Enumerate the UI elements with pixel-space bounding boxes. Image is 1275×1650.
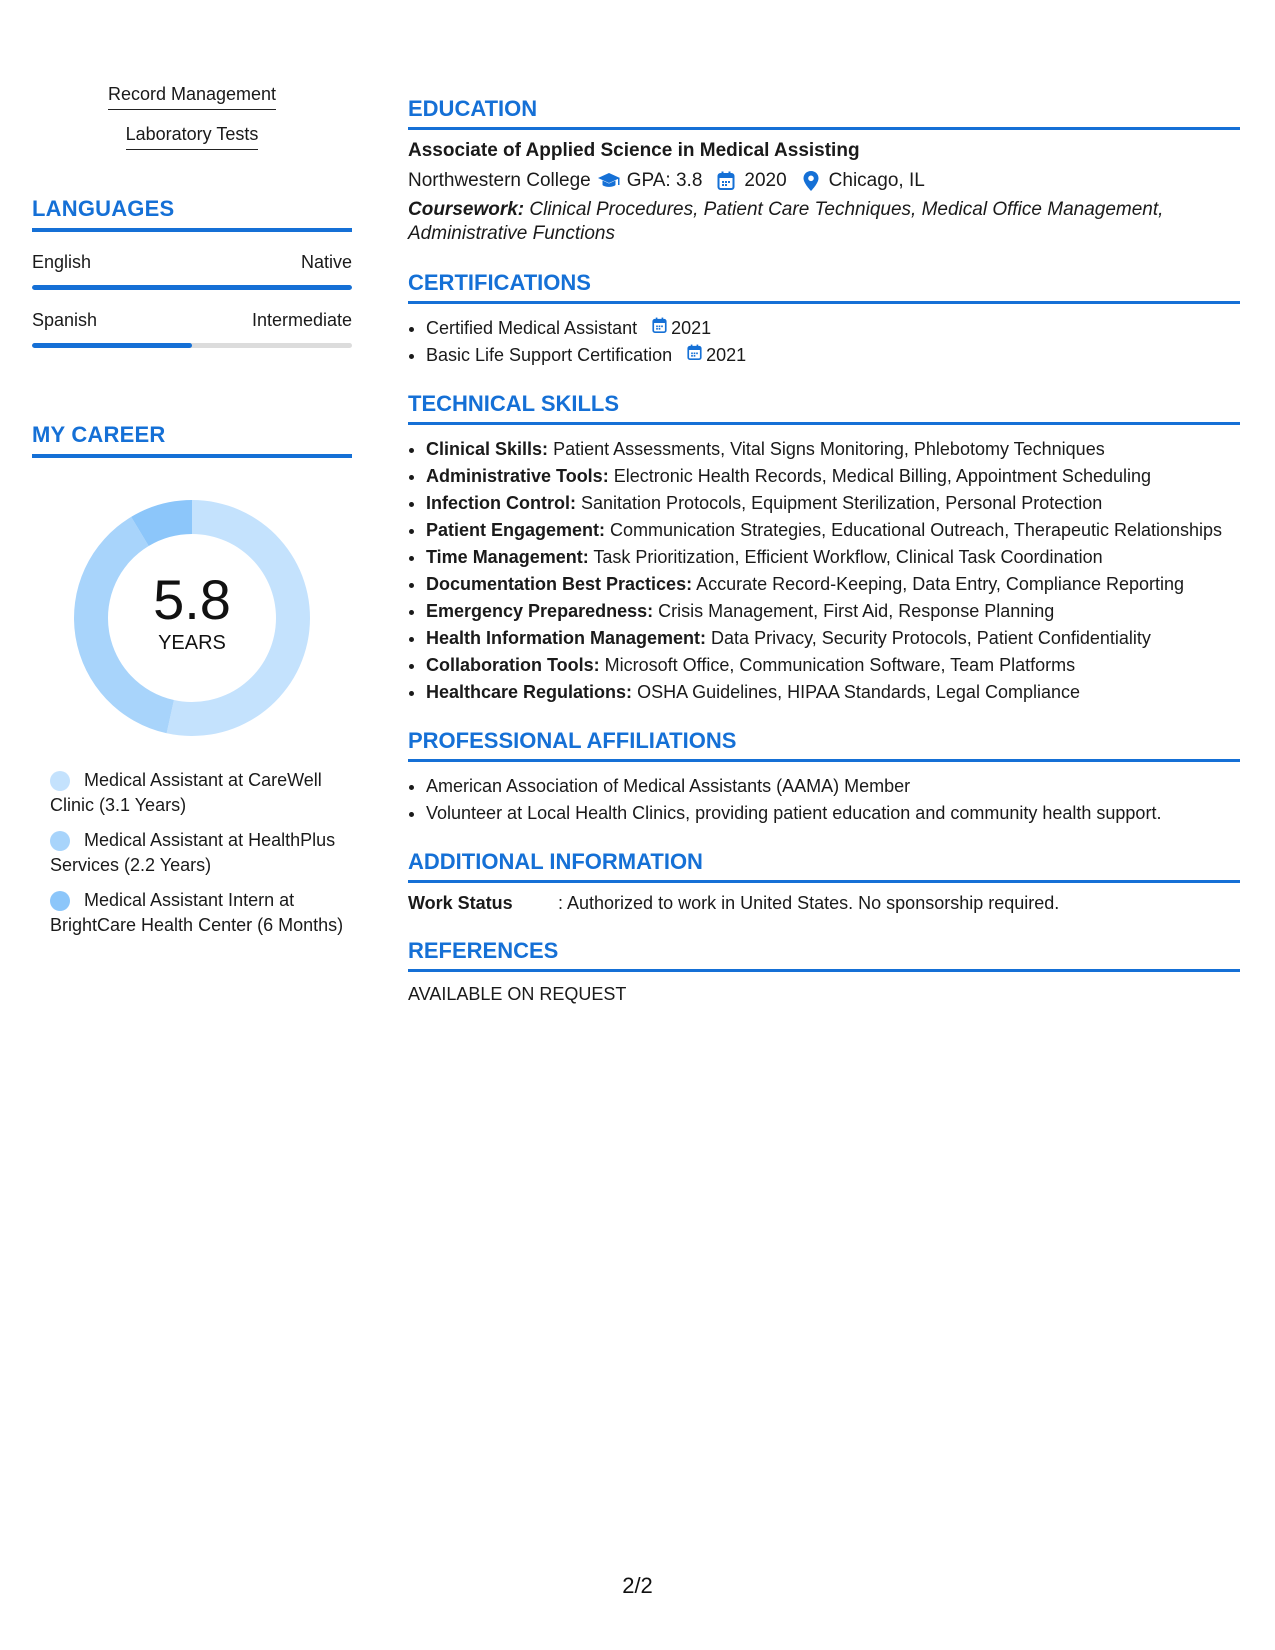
skill-label: Documentation Best Practices:	[426, 574, 693, 594]
skill-item	[426, 653, 1240, 677]
career-legend	[32, 768, 352, 938]
additional-info-section	[408, 849, 1240, 914]
section-title: EDUCATION	[408, 96, 538, 121]
section-divider	[32, 228, 352, 232]
language-name: English	[32, 252, 92, 272]
section-divider	[408, 759, 1240, 762]
language-item	[32, 310, 352, 348]
affiliations-list	[408, 774, 1240, 825]
skill-text: Patient Assessments, Vital Signs Monitoring, Phlebotomy Techniques	[553, 439, 1105, 459]
references-section	[408, 938, 1240, 1005]
language-level: Intermediate	[251, 310, 352, 330]
section-divider	[408, 301, 1240, 304]
certifications-list	[408, 316, 1240, 367]
calendar-icon	[687, 343, 702, 367]
career-legend-item	[50, 888, 352, 938]
section-title: LANGUAGES	[32, 196, 175, 221]
career-donut-chart	[72, 498, 312, 738]
language-proficiency-fill	[32, 343, 192, 348]
certification-item	[426, 343, 1240, 367]
calendar-icon	[714, 171, 738, 191]
skill-tag: Laboratory Tests	[126, 124, 259, 150]
skill-label: Clinical Skills:	[426, 439, 549, 459]
section-title: ADDITIONAL INFORMATION	[408, 849, 703, 874]
skill-text: Data Privacy, Security Protocols, Patient Confidentiality	[711, 628, 1151, 648]
section-divider	[408, 422, 1240, 425]
page-number: 2/2	[622, 1573, 653, 1598]
career-total-years: 5.8	[153, 568, 231, 631]
skill-text: Electronic Health Records, Medical Billing, Appointment Scheduling	[613, 466, 1152, 486]
section-title: TECHNICAL SKILLS	[408, 391, 620, 416]
legend-dot	[50, 831, 70, 851]
school-name: Northwestern College	[408, 170, 591, 191]
language-name: Spanish	[32, 310, 98, 330]
skill-item	[426, 464, 1240, 488]
skill-item	[426, 680, 1240, 704]
skill-text: Task Prioritization, Efficient Workflow, Clinical Task Coordination	[593, 547, 1103, 567]
section-title: CERTIFICATIONS	[408, 270, 591, 295]
skill-item	[426, 626, 1240, 650]
location-pin-icon	[799, 171, 823, 191]
work-status-value: : Authorized to work in United States. No sponsorship required.	[558, 893, 1060, 913]
skill-text: Crisis Management, First Aid, Response Planning	[658, 601, 1055, 621]
skill-label: Administrative Tools:	[426, 466, 609, 486]
references-text: AVAILABLE ON REQUEST	[408, 984, 627, 1004]
graduation-year: 2020	[744, 170, 787, 191]
affiliation-item: • American Association of Medical Assistants (AAMA) Member	[426, 774, 1240, 798]
skill-text: Accurate Record-Keeping, Data Entry, Compliance Reporting	[696, 574, 1185, 594]
left-column	[32, 84, 352, 948]
language-proficiency-fill	[32, 285, 352, 290]
certification-name: Certified Medical Assistant	[426, 318, 638, 338]
skill-item	[426, 599, 1240, 623]
skill-label: Health Information Management:	[426, 628, 707, 648]
career-legend-item	[50, 828, 352, 878]
right-column	[408, 96, 1240, 1005]
calendar-icon	[652, 316, 667, 340]
certification-year: 2021	[706, 345, 747, 365]
skill-text: Sanitation Protocols, Equipment Sterilization, Personal Protection	[581, 493, 1103, 513]
career-label: Medical Assistant at HealthPlus Services (2.2 Years)	[50, 830, 336, 875]
skill-item	[426, 437, 1240, 461]
skill-label: Healthcare Regulations:	[426, 682, 633, 702]
language-proficiency-bar	[32, 285, 352, 290]
skill-text: OSHA Guidelines, HIPAA Standards, Legal Compliance	[637, 682, 1080, 702]
career-label: Medical Assistant at CareWell Clinic (3.1 Years)	[50, 770, 322, 815]
affiliation-item: • Volunteer at Local Health Clinics, providing patient education and community health support.	[426, 801, 1240, 825]
skill-text: Communication Strategies, Educational Outreach, Therapeutic Relationships	[610, 520, 1223, 540]
certifications-section	[408, 270, 1240, 367]
section-divider	[408, 969, 1240, 972]
career-years-unit: YEARS	[158, 632, 226, 654]
skill-item	[426, 572, 1240, 596]
skill-label: Patient Engagement:	[426, 520, 606, 540]
technical-skills-list	[408, 437, 1240, 704]
skill-label: Collaboration Tools:	[426, 655, 600, 675]
degree-title: Associate of Applied Science in Medical Assisting	[408, 140, 860, 161]
education-meta	[408, 170, 1240, 192]
legend-dot	[50, 771, 70, 791]
work-status-row	[408, 893, 1240, 914]
language-proficiency-bar	[32, 343, 352, 348]
section-divider	[408, 880, 1240, 883]
skill-label: Infection Control:	[426, 493, 576, 513]
certification-item	[426, 316, 1240, 340]
coursework-list: Clinical Procedures, Patient Care Techniques, Medical Office Management, Administrative Functions	[408, 199, 1164, 244]
skill-label: Time Management:	[426, 547, 589, 567]
skill-label: Emergency Preparedness:	[426, 601, 654, 621]
skill-text: Microsoft Office, Communication Software, Team Platforms	[604, 655, 1076, 675]
work-status-label: Work Status	[408, 893, 513, 913]
technical-skills-section	[408, 391, 1240, 704]
coursework	[408, 198, 1240, 246]
certification-name: Basic Life Support Certification	[426, 345, 673, 365]
graduation-cap-icon	[597, 171, 621, 191]
section-divider	[32, 454, 352, 458]
affiliations-section	[408, 728, 1240, 825]
gpa: GPA: 3.8	[626, 170, 703, 191]
language-item	[32, 252, 352, 290]
section-title: MY CAREER	[32, 422, 166, 447]
school-location: Chicago, IL	[828, 170, 925, 191]
career-section	[32, 422, 352, 938]
section-divider	[408, 127, 1240, 130]
legend-dot	[50, 891, 70, 911]
section-title: REFERENCES	[408, 938, 559, 963]
language-level: Native	[300, 252, 352, 272]
certification-year: 2021	[671, 318, 712, 338]
career-label: Medical Assistant Intern at BrightCare Health Center (6 Months)	[50, 890, 344, 935]
languages-section	[32, 196, 352, 348]
skill-item	[426, 518, 1240, 542]
career-legend-item	[50, 768, 352, 818]
skill-tag: Record Management	[108, 84, 276, 110]
coursework-label: Coursework:	[408, 199, 525, 220]
donut-center	[72, 570, 312, 655]
skill-item	[426, 545, 1240, 569]
section-title: PROFESSIONAL AFFILIATIONS	[408, 728, 737, 753]
skill-item	[426, 491, 1240, 515]
education-section	[408, 96, 1240, 246]
